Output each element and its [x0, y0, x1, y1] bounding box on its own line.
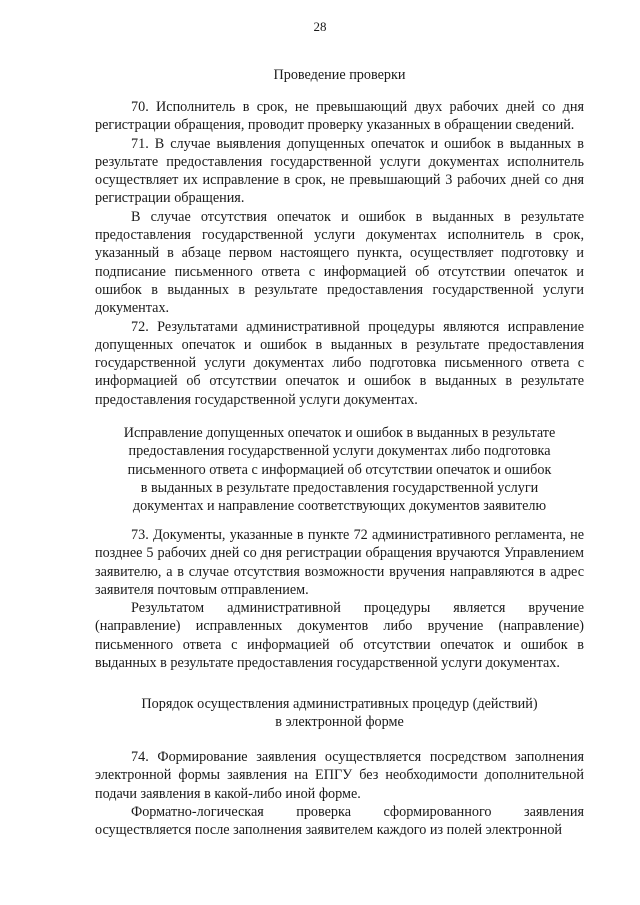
heading-line: в электронной форме	[275, 714, 404, 731]
heading-line: документах и направление соответствующих документов заявителю	[132, 498, 547, 515]
heading-line: предоставления государственной услуги документах либо подготовка	[128, 443, 551, 460]
paragraph-71-absence: В случае отсутствия опечаток и ошибок в выданных в результате предоставления государственной услуги документах исполнитель в срок, указанный в абзаце первом настоящего пункта, осуществляет подготовку и подписание письменного ответа с информацией об отсутствии опечаток и ошибок в выданных в результате предоставления государственной услуги документах.	[95, 208, 584, 317]
section-heading-correction	[95, 424, 584, 515]
page-number: 28	[313, 19, 327, 34]
section-heading-electronic	[95, 695, 584, 732]
heading-line: Исправление допущенных опечаток и ошибок в выданных в результате	[123, 425, 556, 441]
section-verification-body	[95, 98, 584, 409]
paragraph-74-check: Форматно-логическая проверка сформированного заявления осуществляется после заполнения заявителем каждого из полей электронной	[95, 803, 584, 839]
paragraph-74: 74. Формирование заявления осуществляется посредством заполнения электронной формы заявления на ЕПГУ без необходимости дополнительной подачи заявления в какой-либо иной форме.	[95, 749, 584, 802]
paragraph-70: 70. Исполнитель в срок, не превышающий двух рабочих дней со дня регистрации обращения, проводит проверку указанных в обращении сведений.	[95, 99, 584, 134]
heading-line: Проведение проверки	[273, 67, 406, 83]
heading-line: Порядок осуществления административных процедур (действий)	[141, 696, 538, 712]
section-electronic-body	[95, 748, 584, 839]
heading-line: письменного ответа с информацией об отсутствии опечаток и ошибок	[127, 461, 552, 478]
paragraph-73: 73. Документы, указанные в пункте 72 административного регламента, не позднее 5 рабочих дней со дня регистрации обращения вручаются Управлением заявителю, а в случае отсутствия возможности вручения направляются в адрес заявителя почтовым отправлением.	[95, 527, 584, 598]
paragraph-71: 71. В случае выявления допущенных опечаток и ошибок в выданных в результате предоставления государственной услуги документах исполнитель осуществляет их исправление в срок, не превышающий 3 рабочих дней со дня регистрации обращения.	[95, 135, 584, 207]
section-heading-verification	[95, 66, 584, 84]
paragraph-72: 72. Результатами административной процедуры являются исправление допущенных опечаток и ошибок в выданных в результате предоставления государственной услуги документах либо подготовка письменного ответа с информацией об отсутствии опечаток и ошибок в выданных в результате предоставления государственной услуги документах.	[95, 318, 584, 408]
section-correction-body	[95, 526, 584, 672]
heading-line: в выданных в результате предоставления государственной услуги	[140, 479, 539, 496]
paragraph-73-result: Результатом административной процедуры является вручение (направление) исправленных документов либо вручение (направление) письменного ответа с информацией об отсутствии опечаток и ошибок в выданных в результате предоставления государственной услуги документах.	[95, 600, 584, 672]
